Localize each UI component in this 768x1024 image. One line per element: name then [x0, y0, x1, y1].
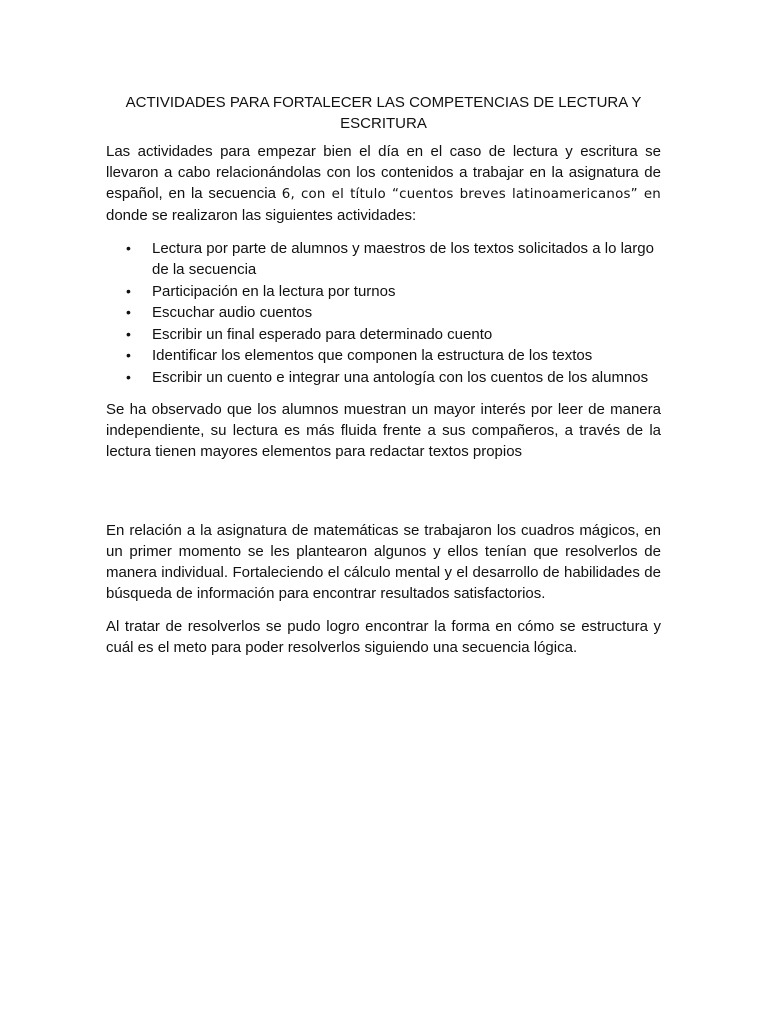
list-item-text: Lectura por parte de alumnos y maestros de los textos solicitados a lo largo de la secuencia: [152, 240, 654, 278]
list-item-text: Participación en la lectura por turnos: [152, 282, 396, 300]
list-item: [106, 324, 661, 345]
blank-spacer: [106, 474, 661, 520]
observation-paragraph: Se ha observado que los alumnos muestran un mayor interés por leer de manera independiente, su lectura es más fluida frente a sus compañeros, a través de la lectura tienen mayores elementos para redactar textos propios: [106, 400, 661, 460]
intro-text-part3: donde se realizaron las siguientes actividades:: [106, 207, 417, 224]
list-item: [106, 367, 661, 388]
list-item: [106, 281, 661, 302]
math-paragraph: En relación a la asignatura de matemáticas se trabajaron los cuadros mágicos, en un primer momento se les plantearon algunos y ellos tenían que resolverlos de manera individual. Fortaleciendo el cálculo mental y el desarrollo de habilidades de búsqueda de información para encontrar resultados satisfactorios.: [106, 521, 661, 602]
bullet-icon: •: [126, 347, 131, 363]
list-item: [106, 302, 661, 323]
intro-text-part1: Las actividades para empezar bien el día en el caso de lectura y escritura se llevaron a cabo relacionándolas con los contenidos a trabajar en la asignatura de español, en la secuencia: [106, 143, 661, 202]
bullet-icon: •: [126, 304, 131, 320]
bullet-icon: •: [126, 368, 131, 385]
bullet-icon: •: [126, 240, 131, 256]
list-item-text: Escribir un cuento e integrar una antología con los cuentos de los alumnos: [152, 368, 649, 386]
list-item: [106, 238, 661, 280]
list-item: [106, 345, 661, 366]
list-item-text: Escuchar audio cuentos: [152, 304, 313, 321]
intro-text-part2: 6, con el título “cuentos breves latinoamericanos” en: [281, 187, 661, 202]
list-item-text: Identificar los elementos que componen la estructura de los textos: [152, 347, 593, 364]
document-title: ACTIVIDADES PARA FORTALECER LAS COMPETENCIAS DE LECTURA Y ESCRITURA: [125, 94, 642, 132]
list-item-text: Escribir un final esperado para determinado cuento: [152, 325, 493, 343]
document-page: [106, 92, 661, 670]
bullet-icon: •: [126, 282, 131, 299]
closing-paragraph: Al tratar de resolverlos se pudo logro encontrar la forma en cómo se estructura y cuál es el meto para poder resolverlos siguiendo una secuencia lógica.: [106, 617, 661, 656]
intro-paragraph: [106, 141, 661, 226]
activities-list: [106, 238, 661, 388]
bullet-icon: •: [126, 325, 131, 342]
